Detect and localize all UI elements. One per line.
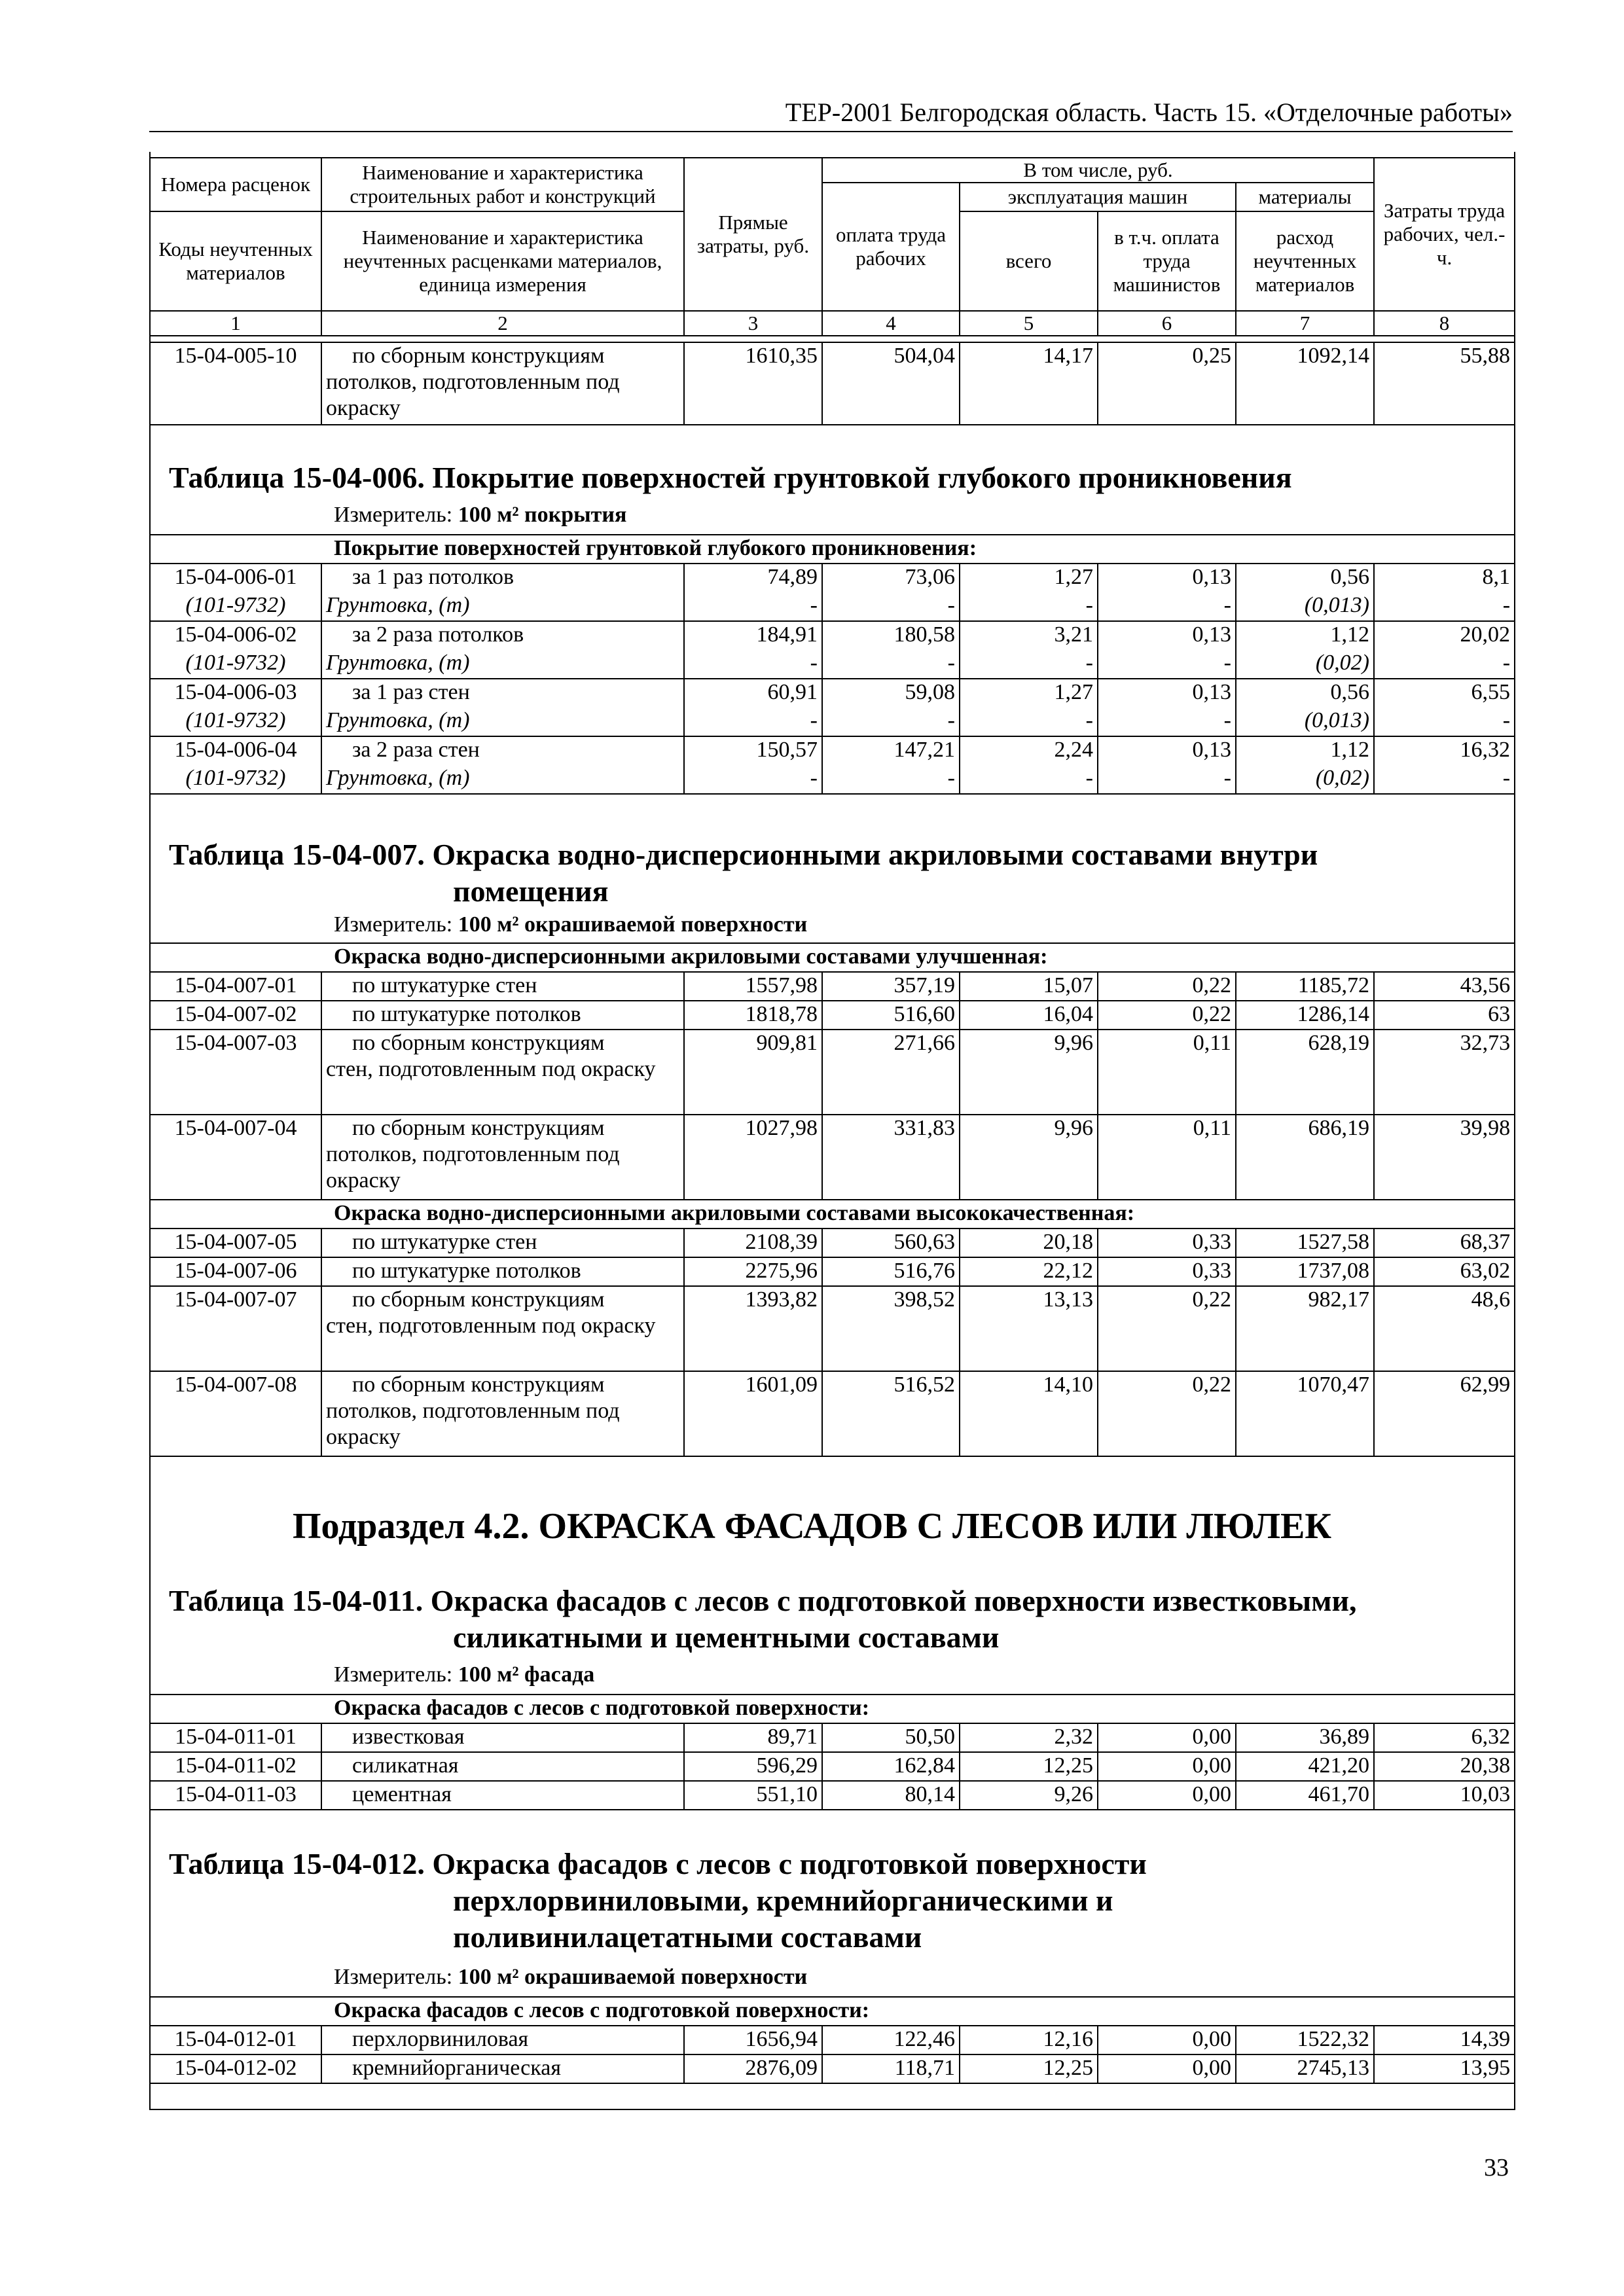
col-number-6: 6 <box>1098 311 1236 336</box>
labor-hours: 10,03 <box>1374 1781 1515 1810</box>
labor-pay: 357,19 <box>822 972 960 1001</box>
dash: - <box>684 650 822 679</box>
group-heading: Окраска водно-дисперсионными акриловыми составами улучшенная: <box>150 943 1515 972</box>
col-number-8: 8 <box>1374 311 1515 336</box>
labor-hours: 8,1 <box>1374 564 1515 592</box>
rate-name: за 1 раз потолков <box>321 564 684 592</box>
group-heading: Окраска фасадов с лесов с подготовкой поверхности: <box>150 1695 1515 1723</box>
table-row <box>150 621 1515 650</box>
machinists-pay: 0,33 <box>1098 1229 1236 1257</box>
dash: - <box>1098 765 1236 794</box>
labor-pay: 73,06 <box>822 564 960 592</box>
machines-total: 14,10 <box>960 1371 1098 1456</box>
labor-hours: 6,55 <box>1374 679 1515 708</box>
materials: 1522,32 <box>1236 2026 1374 2054</box>
labor-hours: 55,88 <box>1374 342 1515 425</box>
machinists-pay: 0,13 <box>1098 736 1236 765</box>
col-number-4: 4 <box>822 311 960 336</box>
machines-total: 12,16 <box>960 2026 1098 2054</box>
direct-cost: 1610,35 <box>684 342 822 425</box>
table-011-title: Таблица 15-04-011. Окраска фасадов с лесов с подготовкой поверхности известковыми, силикатными и цементными составами <box>169 1584 1357 1654</box>
rate-name: по сборным конструкциям потолков, подготовленным под окраску <box>321 1115 684 1200</box>
labor-hours: 13,95 <box>1374 2054 1515 2083</box>
rate-name: по сборным конструкциям потолков, подготовленным под окраску <box>321 1371 684 1456</box>
rate-name: за 2 раза стен <box>321 736 684 765</box>
machinists-pay: 0,00 <box>1098 1723 1236 1752</box>
page-number: 33 <box>1484 2154 1509 2181</box>
rate-code: 15-04-011-03 <box>150 1781 321 1810</box>
direct-cost: 89,71 <box>684 1723 822 1752</box>
table-row <box>150 1371 1515 1456</box>
machinists-pay: 0,25 <box>1098 342 1236 425</box>
material-row <box>150 765 1515 794</box>
machines-total: 1,27 <box>960 564 1098 592</box>
header-materials-consumption: расход неучтенных материалов <box>1236 211 1374 311</box>
direct-cost: 1601,09 <box>684 1371 822 1456</box>
rate-code: 15-04-007-03 <box>150 1030 321 1115</box>
machinists-pay: 0,22 <box>1098 972 1236 1001</box>
labor-pay: 504,04 <box>822 342 960 425</box>
material-code: (101-9732) <box>150 592 321 621</box>
labor-pay: 50,50 <box>822 1723 960 1752</box>
table-row <box>150 564 1515 592</box>
material-row <box>150 708 1515 736</box>
machinists-pay: 0,13 <box>1098 621 1236 650</box>
table-row <box>150 1115 1515 1200</box>
previous-rate-table <box>149 342 1515 425</box>
rate-name: кремнийорганическая <box>321 2054 684 2083</box>
table-row <box>150 1257 1515 1286</box>
col-number-2: 2 <box>321 311 684 336</box>
labor-pay: 118,71 <box>822 2054 960 2083</box>
materials: 2745,13 <box>1236 2054 1374 2083</box>
rate-code: 15-04-012-02 <box>150 2054 321 2083</box>
machines-total: 14,17 <box>960 342 1098 425</box>
material-code: (101-9732) <box>150 708 321 736</box>
material-name: Грунтовка, (т) <box>321 765 684 794</box>
rate-name: за 1 раз стен <box>321 679 684 708</box>
direct-cost: 551,10 <box>684 1781 822 1810</box>
rate-code: 15-04-011-01 <box>150 1723 321 1752</box>
material-quantity: (0,02) <box>1236 765 1374 794</box>
material-code: (101-9732) <box>150 650 321 679</box>
machinists-pay: 0,00 <box>1098 2054 1236 2083</box>
header-including: В том числе, руб. <box>822 158 1374 183</box>
table-row <box>150 1752 1515 1781</box>
table-012-measure: Измеритель: 100 м² окрашиваемой поверхности <box>334 1965 808 1989</box>
table-row <box>150 736 1515 765</box>
table-row <box>150 2054 1515 2083</box>
table-row <box>150 972 1515 1001</box>
machines-total: 9,96 <box>960 1115 1098 1200</box>
labor-hours: 62,99 <box>1374 1371 1515 1456</box>
material-code: (101-9732) <box>150 765 321 794</box>
table-row <box>150 1781 1515 1810</box>
header-rate-number: Номера расценок <box>150 158 321 211</box>
machines-total: 2,24 <box>960 736 1098 765</box>
direct-cost: 2275,96 <box>684 1257 822 1286</box>
machinists-pay: 0,13 <box>1098 679 1236 708</box>
col-number-7: 7 <box>1236 311 1374 336</box>
rate-name: силикатная <box>321 1752 684 1781</box>
table-011 <box>149 1694 1515 1810</box>
materials: 0,56 <box>1236 564 1374 592</box>
machinists-pay: 0,00 <box>1098 2026 1236 2054</box>
machinists-pay: 0,22 <box>1098 1286 1236 1371</box>
machinists-pay: 0,22 <box>1098 1371 1236 1456</box>
rate-code: 15-04-006-03 <box>150 679 321 708</box>
labor-pay: 516,60 <box>822 1001 960 1030</box>
materials: 36,89 <box>1236 1723 1374 1752</box>
machines-total: 13,13 <box>960 1286 1098 1371</box>
dash: - <box>1098 708 1236 736</box>
materials: 686,19 <box>1236 1115 1374 1200</box>
direct-cost: 184,91 <box>684 621 822 650</box>
table-006-measure: Измеритель: 100 м² покрытия <box>334 503 627 527</box>
rate-code: 15-04-007-01 <box>150 972 321 1001</box>
rate-name: по сборным конструкциям стен, подготовленным под окраску <box>321 1030 684 1115</box>
header-machinists-pay: в т.ч. оплата труда машинистов <box>1098 211 1236 311</box>
table-011-measure: Измеритель: 100 м² фасада <box>334 1662 595 1687</box>
rate-code: 15-04-007-06 <box>150 1257 321 1286</box>
table-row <box>150 1030 1515 1115</box>
materials: 1,12 <box>1236 736 1374 765</box>
dash: - <box>1374 592 1515 621</box>
labor-pay: 398,52 <box>822 1286 960 1371</box>
direct-cost: 1818,78 <box>684 1001 822 1030</box>
material-row <box>150 592 1515 621</box>
rate-name: цементная <box>321 1781 684 1810</box>
labor-pay: 162,84 <box>822 1752 960 1781</box>
materials: 1070,47 <box>1236 1371 1374 1456</box>
rate-name: по сборным конструкциям стен, подготовленным под окраску <box>321 1286 684 1371</box>
labor-pay: 122,46 <box>822 2026 960 2054</box>
machines-total: 12,25 <box>960 2054 1098 2083</box>
subsection-title: Подраздел 4.2. ОКРАСКА ФАСАДОВ С ЛЕСОВ ИЛИ ЛЮЛЕК <box>292 1506 1331 1547</box>
rate-code: 15-04-007-05 <box>150 1229 321 1257</box>
rate-name: по штукатурке потолков <box>321 1257 684 1286</box>
labor-pay: 560,63 <box>822 1229 960 1257</box>
labor-hours: 16,32 <box>1374 736 1515 765</box>
labor-pay: 271,66 <box>822 1030 960 1115</box>
direct-cost: 2108,39 <box>684 1229 822 1257</box>
dash: - <box>1098 650 1236 679</box>
table-006-title: Таблица 15-04-006. Покрытие поверхностей грунтовкой глубокого проникновения <box>169 461 1292 494</box>
rate-name: известковая <box>321 1723 684 1752</box>
labor-hours: 32,73 <box>1374 1030 1515 1115</box>
labor-hours: 39,98 <box>1374 1115 1515 1200</box>
rate-code: 15-04-006-04 <box>150 736 321 765</box>
header-material-codes: Коды неучтенных материалов <box>150 211 321 311</box>
direct-cost: 1557,98 <box>684 972 822 1001</box>
dash: - <box>684 708 822 736</box>
materials: 1,12 <box>1236 621 1374 650</box>
machines-total: 15,07 <box>960 972 1098 1001</box>
labor-hours: 43,56 <box>1374 972 1515 1001</box>
material-row <box>150 650 1515 679</box>
header-labor-pay: оплата труда рабочих <box>822 183 960 311</box>
materials: 1185,72 <box>1236 972 1374 1001</box>
direct-cost: 150,57 <box>684 736 822 765</box>
material-quantity: (0,013) <box>1236 708 1374 736</box>
material-name: Грунтовка, (т) <box>321 650 684 679</box>
dash: - <box>1098 592 1236 621</box>
table-006 <box>149 534 1515 795</box>
rate-code: 15-04-005-10 <box>150 342 321 425</box>
table-row <box>150 1229 1515 1257</box>
machinists-pay: 0,33 <box>1098 1257 1236 1286</box>
direct-cost: 1656,94 <box>684 2026 822 2054</box>
direct-cost: 2876,09 <box>684 2054 822 2083</box>
materials: 1286,14 <box>1236 1001 1374 1030</box>
dash: - <box>960 650 1098 679</box>
labor-hours: 48,6 <box>1374 1286 1515 1371</box>
direct-cost: 1027,98 <box>684 1115 822 1200</box>
table-012 <box>149 1996 1515 2084</box>
direct-cost: 596,29 <box>684 1752 822 1781</box>
machines-total: 12,25 <box>960 1752 1098 1781</box>
column-header-table <box>149 157 1515 336</box>
table-row <box>150 1001 1515 1030</box>
dash: - <box>684 765 822 794</box>
labor-hours: 63 <box>1374 1001 1515 1030</box>
machines-total: 3,21 <box>960 621 1098 650</box>
rate-name: по штукатурке стен <box>321 1229 684 1257</box>
dash: - <box>822 708 960 736</box>
dash: - <box>960 765 1098 794</box>
rate-code: 15-04-007-04 <box>150 1115 321 1200</box>
header-machines-total: всего <box>960 211 1098 311</box>
table-row <box>150 1723 1515 1752</box>
machinists-pay: 0,00 <box>1098 1752 1236 1781</box>
header-direct-costs: Прямые затраты, руб. <box>684 158 822 311</box>
labor-hours: 68,37 <box>1374 1229 1515 1257</box>
machines-total: 9,96 <box>960 1030 1098 1115</box>
table-row <box>150 1286 1515 1371</box>
table-012-title: Таблица 15-04-012. Окраска фасадов с лесов с подготовкой поверхности перхлорвиниловыми, кремнийорганическими и поливинилацетатными составами <box>169 1847 1147 1954</box>
header-material-names: Наименование и характеристика неучтенных расценками материалов, единица измерения <box>321 211 684 311</box>
labor-hours: 20,38 <box>1374 1752 1515 1781</box>
rate-code: 15-04-012-01 <box>150 2026 321 2054</box>
labor-hours: 20,02 <box>1374 621 1515 650</box>
materials: 0,56 <box>1236 679 1374 708</box>
rate-name: по сборным конструкциям потолков, подготовленным под окраску <box>321 342 684 425</box>
rate-code: 15-04-007-08 <box>150 1371 321 1456</box>
labor-pay: 59,08 <box>822 679 960 708</box>
table-row <box>150 2026 1515 2054</box>
table-row <box>150 679 1515 708</box>
machinists-pay: 0,13 <box>1098 564 1236 592</box>
material-quantity: (0,02) <box>1236 650 1374 679</box>
dash: - <box>1374 708 1515 736</box>
rate-name: за 2 раза потолков <box>321 621 684 650</box>
machinists-pay: 0,11 <box>1098 1115 1236 1200</box>
material-name: Грунтовка, (т) <box>321 592 684 621</box>
rate-code: 15-04-006-02 <box>150 621 321 650</box>
machinists-pay: 0,11 <box>1098 1030 1236 1115</box>
running-header: ТЕР-2001 Белгородская область. Часть 15. «Отделочные работы» <box>785 98 1513 127</box>
header-machines: эксплуатация машин <box>960 183 1236 211</box>
dash: - <box>1374 650 1515 679</box>
materials: 1092,14 <box>1236 342 1374 425</box>
materials: 1737,08 <box>1236 1257 1374 1286</box>
header-labor-costs: Затраты труда рабочих, чел.-ч. <box>1374 158 1515 311</box>
materials: 982,17 <box>1236 1286 1374 1371</box>
labor-hours: 6,32 <box>1374 1723 1515 1752</box>
machines-total: 1,27 <box>960 679 1098 708</box>
dash: - <box>822 592 960 621</box>
direct-cost: 74,89 <box>684 564 822 592</box>
materials: 628,19 <box>1236 1030 1374 1115</box>
machinists-pay: 0,22 <box>1098 1001 1236 1030</box>
labor-hours: 14,39 <box>1374 2026 1515 2054</box>
dash: - <box>1374 765 1515 794</box>
labor-pay: 147,21 <box>822 736 960 765</box>
materials: 421,20 <box>1236 1752 1374 1781</box>
rate-code: 15-04-011-02 <box>150 1752 321 1781</box>
rate-code: 15-04-007-07 <box>150 1286 321 1371</box>
col-number-3: 3 <box>684 311 822 336</box>
machines-total: 20,18 <box>960 1229 1098 1257</box>
dash: - <box>684 592 822 621</box>
machines-total: 9,26 <box>960 1781 1098 1810</box>
rate-name: перхлорвиниловая <box>321 2026 684 2054</box>
group-heading: Покрытие поверхностей грунтовкой глубокого проникновения: <box>150 535 1515 564</box>
col-number-1: 1 <box>150 311 321 336</box>
table-row <box>150 342 1515 425</box>
group-heading: Окраска фасадов с лесов с подготовкой поверхности: <box>150 1997 1515 2026</box>
rate-code: 15-04-007-02 <box>150 1001 321 1030</box>
dash: - <box>822 650 960 679</box>
labor-pay: 180,58 <box>822 621 960 650</box>
material-quantity: (0,013) <box>1236 592 1374 621</box>
header-rule <box>149 131 1513 132</box>
materials: 1527,58 <box>1236 1229 1374 1257</box>
machines-total: 16,04 <box>960 1001 1098 1030</box>
group-heading: Окраска водно-дисперсионными акриловыми составами высококачественная: <box>150 1200 1515 1229</box>
table-007-title: Таблица 15-04-007. Окраска водно-дисперсионными акриловыми составами внутри помещения <box>169 838 1318 908</box>
col-number-5: 5 <box>960 311 1098 336</box>
material-name: Грунтовка, (т) <box>321 708 684 736</box>
rate-name: по штукатурке потолков <box>321 1001 684 1030</box>
labor-pay: 80,14 <box>822 1781 960 1810</box>
dash: - <box>960 708 1098 736</box>
labor-pay: 331,83 <box>822 1115 960 1200</box>
table-007-measure: Измеритель: 100 м² окрашиваемой поверхности <box>334 912 808 937</box>
machines-total: 22,12 <box>960 1257 1098 1286</box>
rate-name: по штукатурке стен <box>321 972 684 1001</box>
direct-cost: 60,91 <box>684 679 822 708</box>
labor-pay: 516,52 <box>822 1371 960 1456</box>
header-work-name: Наименование и характеристика строительных работ и конструкций <box>321 158 684 211</box>
header-materials: материалы <box>1236 183 1374 211</box>
direct-cost: 909,81 <box>684 1030 822 1115</box>
dash: - <box>822 765 960 794</box>
direct-cost: 1393,82 <box>684 1286 822 1371</box>
dash: - <box>960 592 1098 621</box>
machines-total: 2,32 <box>960 1723 1098 1752</box>
table-007 <box>149 942 1515 1457</box>
labor-pay: 516,76 <box>822 1257 960 1286</box>
materials: 461,70 <box>1236 1781 1374 1810</box>
machinists-pay: 0,00 <box>1098 1781 1236 1810</box>
labor-hours: 63,02 <box>1374 1257 1515 1286</box>
rate-code: 15-04-006-01 <box>150 564 321 592</box>
